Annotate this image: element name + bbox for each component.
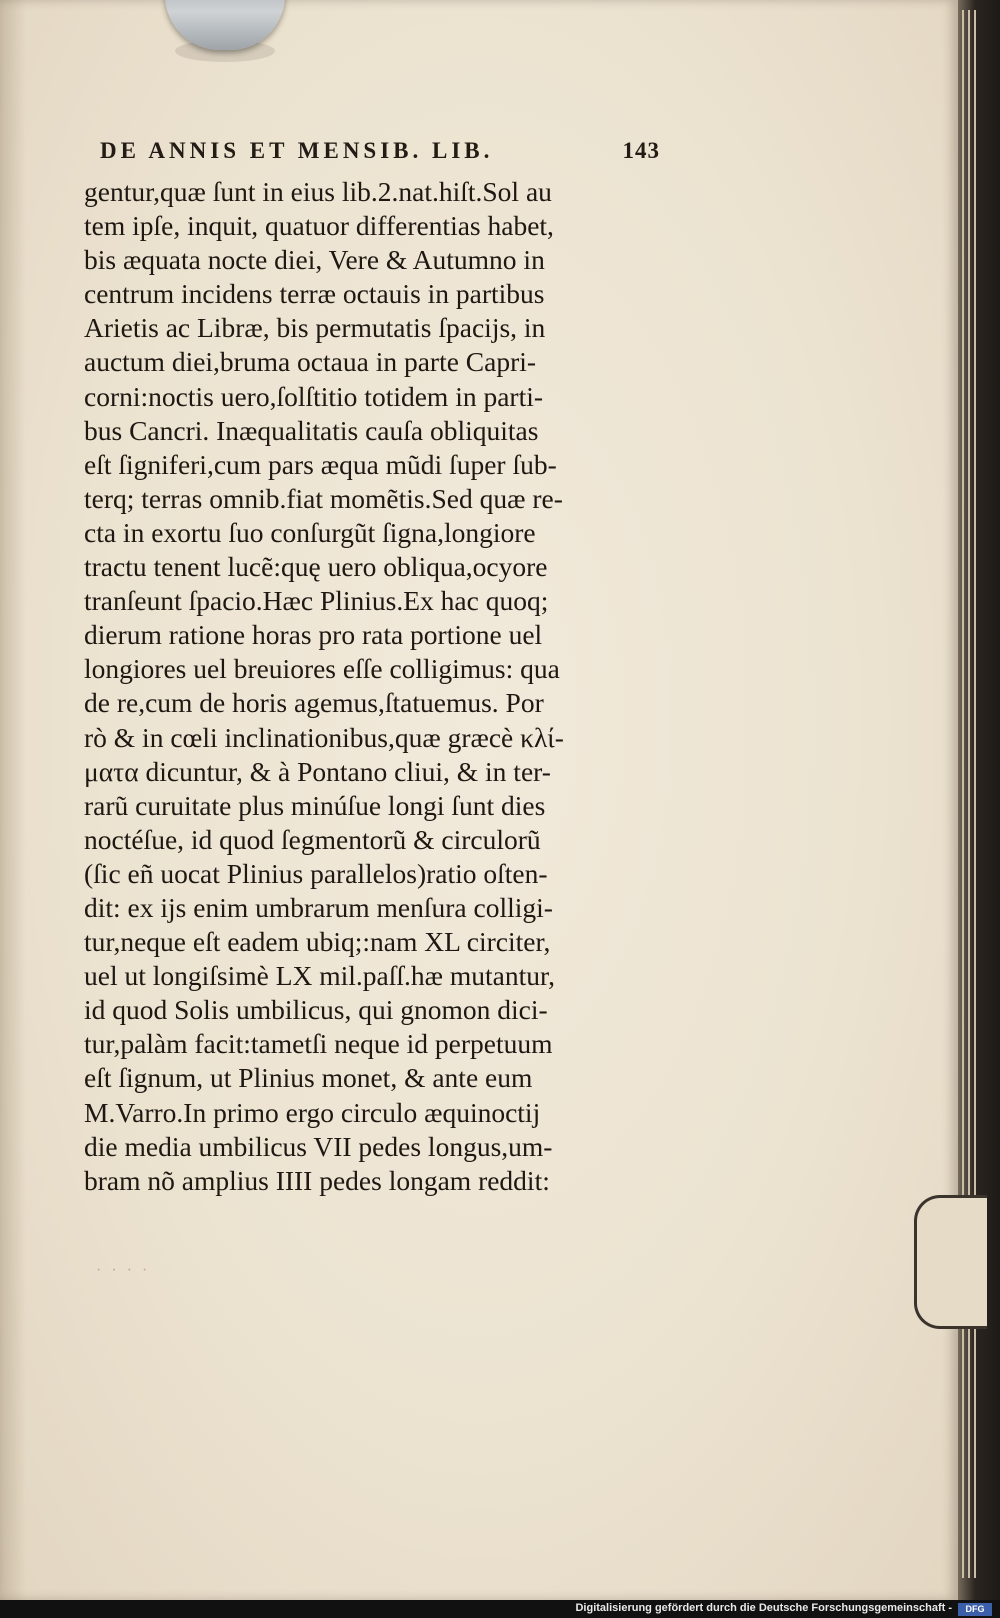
text-line: die media umbilicus VII pedes longus,um- bbox=[84, 1130, 553, 1162]
text-line: eſt ſigniferi,cum pars æqua mũdi ſuper ſub- bbox=[84, 448, 557, 480]
text-line: dierum ratione horas pro rata portione uel bbox=[84, 619, 543, 651]
text-line: de re,cum de horis agemus,ſtatuemus. Por bbox=[84, 687, 544, 719]
text-line: tur,palàm facit:tametſi neque id perpetuum bbox=[84, 1028, 553, 1060]
text-line: corni:noctis uero,ſolſtitio totidem in parti- bbox=[84, 380, 544, 412]
text-line: tractu tenent lucẽ:quę uero obliqua,ocyore bbox=[84, 551, 548, 583]
footer-credit: Digitalisierung gefördert durch die Deutsche Forschungsgemeinschaft - bbox=[575, 1602, 952, 1614]
running-head-title: DE ANNIS ET MENSIB. LIB. bbox=[100, 138, 494, 163]
page-gutter-shadow bbox=[0, 0, 26, 1600]
text-line: eſt ſignum, ut Plinius monet, & ante eum bbox=[84, 1062, 533, 1094]
text-line: tranſeunt ſpacio.Hæc Plinius.Ex hac quoq; bbox=[84, 585, 549, 617]
text-line: gentur,quæ ſunt in eius lib.2.nat.hiſt.Sol au bbox=[84, 176, 552, 207]
text-line: bus Cancri. Inæqualitatis cauſa obliquitas bbox=[84, 414, 539, 446]
dfg-logo-icon: DFG bbox=[958, 1603, 992, 1616]
text-line: tur,neque eſt eadem ubiq;:nam XL circiter, bbox=[84, 926, 551, 958]
text-line: centrum incidens terræ octauis in partibus bbox=[84, 278, 545, 310]
text-line: terq; terras omnib.fiat momẽtis.Sed quæ re- bbox=[84, 482, 563, 514]
signature-mark: · · · · bbox=[96, 1262, 151, 1279]
text-line: tem ipſe, inquit, quatuor differentias habet, bbox=[84, 210, 554, 242]
text-line: (ſic eñ uocat Plinius parallelos)ratio oſten- bbox=[84, 857, 548, 889]
text-line: bis æquata nocte diei, Vere & Autumno in bbox=[84, 244, 545, 276]
text-line: rò & in cœli inclinationibus,quæ græcè κλί- bbox=[84, 721, 564, 753]
body-text bbox=[84, 175, 684, 1198]
page-tab-marker bbox=[914, 1195, 987, 1329]
text-line: uel ut longiſsimè LX mil.paſſ.hæ mutantur, bbox=[84, 960, 555, 992]
text-line: longiores uel breuiores eſſe colligimus: qua bbox=[84, 653, 560, 685]
text-line: bram nõ amplius IIII pedes longam reddit: bbox=[84, 1164, 550, 1196]
page-number: 143 bbox=[622, 138, 660, 163]
running-head bbox=[100, 138, 660, 164]
text-line: M.Varro.In primo ergo circulo æquinoctij bbox=[84, 1096, 541, 1128]
text-line: ματα dicuntur, & à Pontano cliui, & in ter- bbox=[84, 755, 551, 787]
text-line: cta in exortu ſuo conſurgũt ſigna,longiore bbox=[84, 516, 536, 548]
text-line: Arietis ac Libræ, bis permutatis ſpacijs, in bbox=[84, 312, 546, 344]
text-line: noctéſue, id quod ſegmentorũ & circulorũ bbox=[84, 823, 541, 855]
text-line: rarũ curuitate plus minúſue longi ſunt dies bbox=[84, 789, 546, 821]
text-line: auctum diei,bruma octaua in parte Capri- bbox=[84, 346, 537, 378]
text-line: dit: ex ijs enim umbrarum menſura colligi- bbox=[84, 891, 553, 923]
text-line: id quod Solis umbilicus, qui gnomon dici- bbox=[84, 994, 548, 1026]
